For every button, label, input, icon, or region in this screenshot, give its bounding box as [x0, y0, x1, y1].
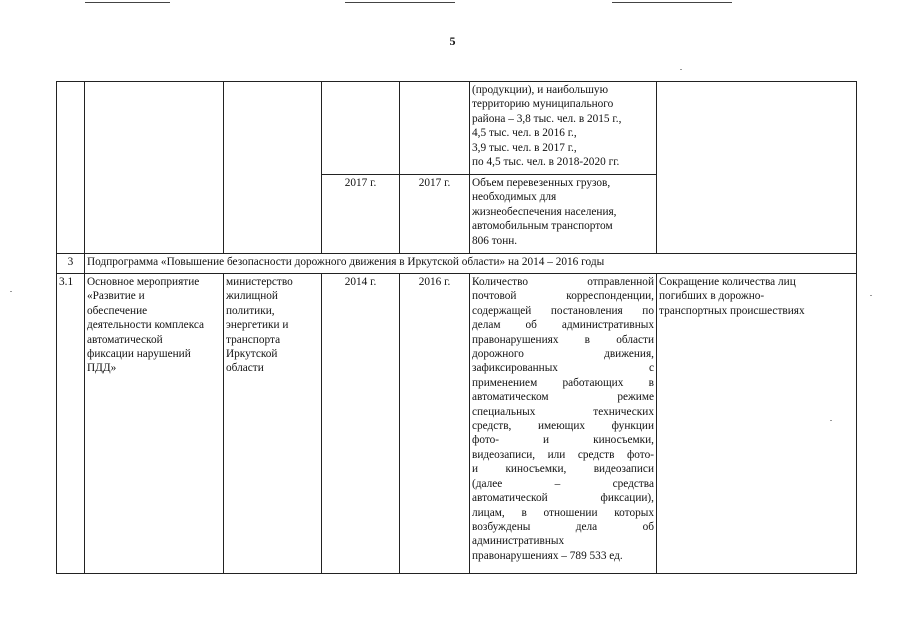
indicator-line: лицам, в отношении которых	[472, 506, 654, 519]
scan-speck	[870, 295, 872, 296]
start-year-cell: 2017 г.	[322, 175, 400, 254]
table-row-continuation-1	[57, 82, 857, 175]
page-number: 5	[449, 34, 456, 48]
num-cell	[57, 82, 85, 254]
indicator-cell	[470, 175, 657, 254]
indicator-line: района – 3,8 тыс. чел. в 2015 г.,	[472, 112, 622, 125]
indicator-line: и киносъемки, видеозаписи	[472, 463, 654, 476]
result-line: погибших в дорожно-	[659, 290, 765, 303]
measure-line: «Развитие и	[87, 290, 145, 303]
row-number-cell: 3.1	[57, 274, 85, 574]
indicator-line: возбуждены дела об	[472, 520, 654, 533]
result-line: Сокращение количества лиц	[659, 276, 796, 288]
indicator-line: специальных технических	[472, 405, 654, 418]
executor-line: жилищной	[226, 290, 278, 303]
measure-cell	[85, 82, 224, 254]
section-title-cell: Подпрограмма «Повышение безопасности дорожного движения в Иркутской области» на 2014 – 2016 годы	[85, 254, 857, 274]
executor-line: энергетики и	[226, 319, 289, 332]
executor-line: транспорта	[226, 333, 281, 346]
indicator-line: необходимых для	[472, 191, 557, 204]
indicator-line: содержащей постановления по	[472, 304, 654, 317]
measure-line: деятельности комплекса	[87, 319, 205, 332]
indicator-line: 3,9 тыс. чел. в 2017 г.,	[472, 141, 577, 154]
indicator-line: автоматической фиксации),	[472, 492, 654, 505]
executor-line: министерство	[226, 276, 293, 288]
indicator-line: фото- и киносъемки,	[472, 434, 654, 447]
executor-cell	[224, 274, 322, 574]
top-rule-mid	[345, 2, 455, 3]
indicator-line: почтовой корреспонденции,	[472, 290, 654, 303]
measure-line: обеспечение	[87, 304, 148, 317]
executor-cell	[224, 82, 322, 254]
indicator-line: правонарушениях – 789 533 ед.	[472, 549, 623, 562]
indicator-cell	[470, 82, 657, 175]
scan-speck	[680, 69, 682, 70]
indicator-line: средств, имеющих функции	[472, 420, 654, 433]
section-number-cell: 3	[57, 254, 85, 274]
start-year-cell: 2014 г.	[322, 274, 400, 574]
indicator-line: дорожного движения,	[472, 348, 654, 361]
program-table	[56, 81, 857, 574]
measure-cell	[85, 274, 224, 574]
measure-line: ПДД»	[87, 362, 117, 375]
indicator-line: (далее – средства	[472, 477, 654, 490]
end-year-cell	[400, 82, 470, 175]
executor-line: области	[226, 362, 264, 375]
indicator-line: по 4,5 тыс. чел. в 2018-2020 гг.	[472, 156, 620, 169]
result-cell	[657, 274, 857, 574]
indicator-line: видеозаписи, или средств фото-	[472, 448, 654, 461]
indicator-line: зафиксированных с	[472, 362, 654, 375]
measure-line: Основное мероприятие	[87, 276, 200, 288]
indicator-line: территорию муниципального	[472, 98, 614, 111]
indicator-cell	[470, 274, 657, 574]
indicator-line: делам об административных	[472, 319, 654, 332]
result-line: транспортных происшествиях	[659, 304, 805, 317]
end-year-cell: 2016 г.	[400, 274, 470, 574]
top-rule-left	[85, 2, 170, 3]
end-year-cell: 2017 г.	[400, 175, 470, 254]
indicator-line: применением работающих в	[472, 376, 654, 389]
indicator-line: жизнеобеспечения населения,	[472, 205, 617, 218]
indicator-line: правонарушениях в области	[472, 333, 654, 346]
indicator-line: административных	[472, 535, 565, 548]
indicator-line: (продукции), и наибольшую	[472, 84, 609, 96]
table-row-subprogram	[57, 254, 857, 274]
scan-speck	[10, 291, 12, 292]
measure-line: фиксации нарушений	[87, 348, 191, 361]
indicator-line: автоматическом режиме	[472, 391, 654, 404]
indicator-line: 806 тонн.	[472, 234, 518, 247]
indicator-line: Объем перевезенных грузов,	[472, 177, 611, 189]
top-rule-right	[612, 2, 732, 3]
measure-line: автоматической	[87, 333, 163, 346]
table-row-3-1	[57, 274, 857, 574]
executor-line: Иркутской	[226, 348, 278, 361]
indicator-line: автомобильным транспортом	[472, 220, 613, 233]
start-year-cell	[322, 82, 400, 175]
result-cell	[657, 82, 857, 254]
indicator-line: Количество отправленной	[472, 276, 654, 288]
executor-line: политики,	[226, 304, 275, 317]
indicator-line: 4,5 тыс. чел. в 2016 г.,	[472, 127, 577, 140]
